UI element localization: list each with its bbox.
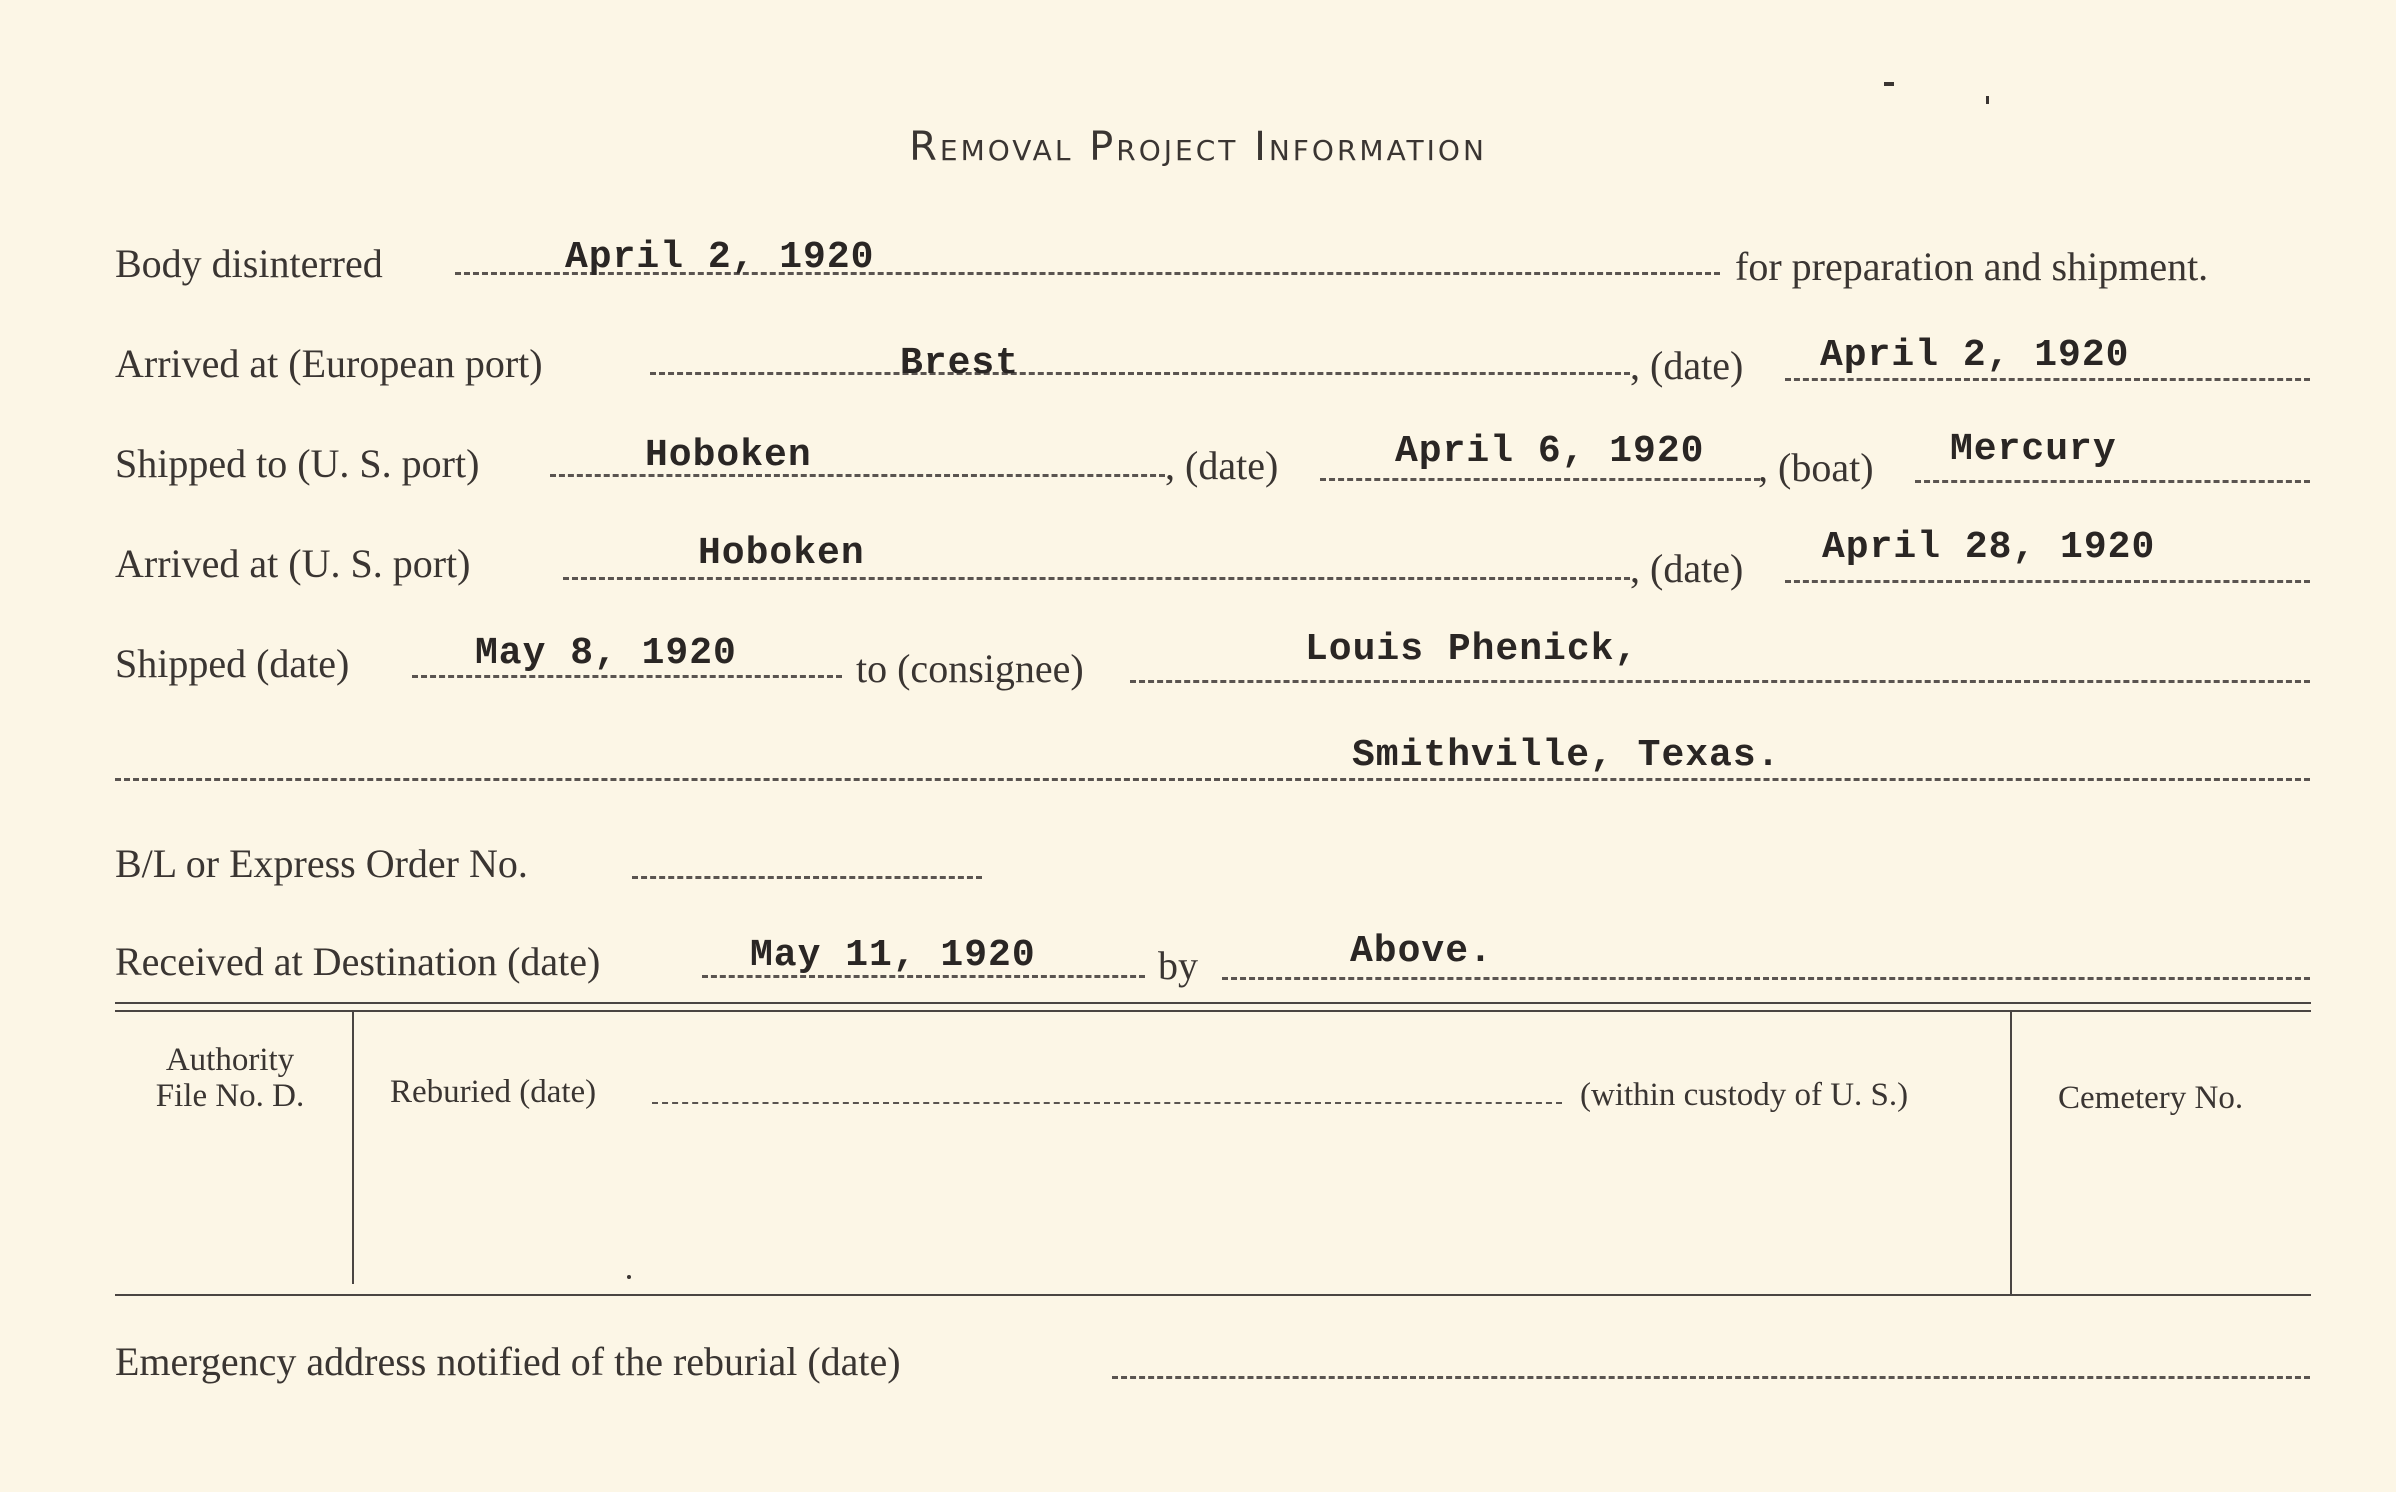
table-divider-right <box>2010 1012 2012 1294</box>
received-by-label: by <box>1158 943 1198 988</box>
ink-mark <box>1884 82 1894 86</box>
arrived-us-date-value: April 28, 1920 <box>1822 526 2156 569</box>
received-value: May 11, 1920 <box>750 934 1036 977</box>
consignee-value: Louis Phenick, <box>1305 628 1639 671</box>
consignee-label: to (consignee) <box>856 646 1084 691</box>
arrived-us-date-label: , (date) <box>1630 546 1744 591</box>
emergency-label: Emergency address notified of the reburial (date) <box>115 1339 901 1384</box>
bl-label: B/L or Express Order No. <box>115 841 528 886</box>
table-top-rule <box>115 1002 2311 1004</box>
arrived-european-date-line <box>1785 378 2310 381</box>
arrived-us-line <box>563 577 1630 580</box>
shipped-date-label: Shipped (date) <box>115 641 350 686</box>
consignee-line <box>1130 680 2310 683</box>
body-disinterred-suffix: for preparation and shipment. <box>1735 244 2209 289</box>
received-label: Received at Destination (date) <box>115 939 601 984</box>
shipped-us-date-value: April 6, 1920 <box>1395 430 1705 473</box>
shipped-us-date-label: , (date) <box>1165 443 1279 488</box>
table-top-rule-double <box>115 1010 2311 1012</box>
table-bottom-rule <box>115 1294 2311 1296</box>
authority-label <box>120 1042 340 1114</box>
shipped-us-line <box>550 474 1165 477</box>
received-by-value: Above. <box>1350 930 1493 973</box>
shipped-us-value: Hoboken <box>645 434 812 477</box>
shipped-us-boat-line <box>1915 480 2310 483</box>
arrived-us-date-line <box>1785 580 2310 583</box>
ink-mark <box>627 1275 631 1279</box>
bl-line <box>632 876 982 879</box>
consignee-address: Smithville, Texas. <box>1352 734 1781 777</box>
arrived-european-date-value: April 2, 1920 <box>1820 334 2130 377</box>
reburied-label: Reburied (date) <box>390 1074 597 1110</box>
shipped-us-boat-value: Mercury <box>1950 428 2117 471</box>
arrived-us-label: Arrived at (U. S. port) <box>115 541 471 586</box>
arrived-european-date-label: , (date) <box>1630 343 1744 388</box>
consignee-address-line <box>115 778 2310 781</box>
authority-label-line1: Authority <box>165 1042 295 1078</box>
reburied-line <box>652 1102 1562 1104</box>
card-title: Removal Project Information <box>909 124 1487 170</box>
received-by-line <box>1222 977 2310 980</box>
arrived-european-label: Arrived at (European port) <box>115 341 543 386</box>
table-divider-left <box>352 1012 354 1284</box>
cemetery-label: Cemetery No. <box>2058 1080 2244 1116</box>
body-disinterred-label: Body disinterred <box>115 241 383 286</box>
shipped-us-label: Shipped to (U. S. port) <box>115 441 480 486</box>
arrived-european-line <box>650 372 1630 375</box>
shipped-us-date-line <box>1320 478 1760 481</box>
shipped-date-value: May 8, 1920 <box>475 632 737 675</box>
authority-label-line2: File No. D. <box>155 1078 305 1114</box>
ink-mark <box>1986 96 1989 104</box>
body-disinterred-value: April 2, 1920 <box>565 236 875 279</box>
shipped-date-line <box>412 675 842 678</box>
emergency-line <box>1112 1376 2310 1379</box>
arrived-european-value: Brest <box>900 342 1020 385</box>
arrived-us-value: Hoboken <box>698 532 865 575</box>
shipped-us-boat-label: , (boat) <box>1758 445 1874 490</box>
custody-label: (within custody of U. S.) <box>1580 1077 1909 1113</box>
